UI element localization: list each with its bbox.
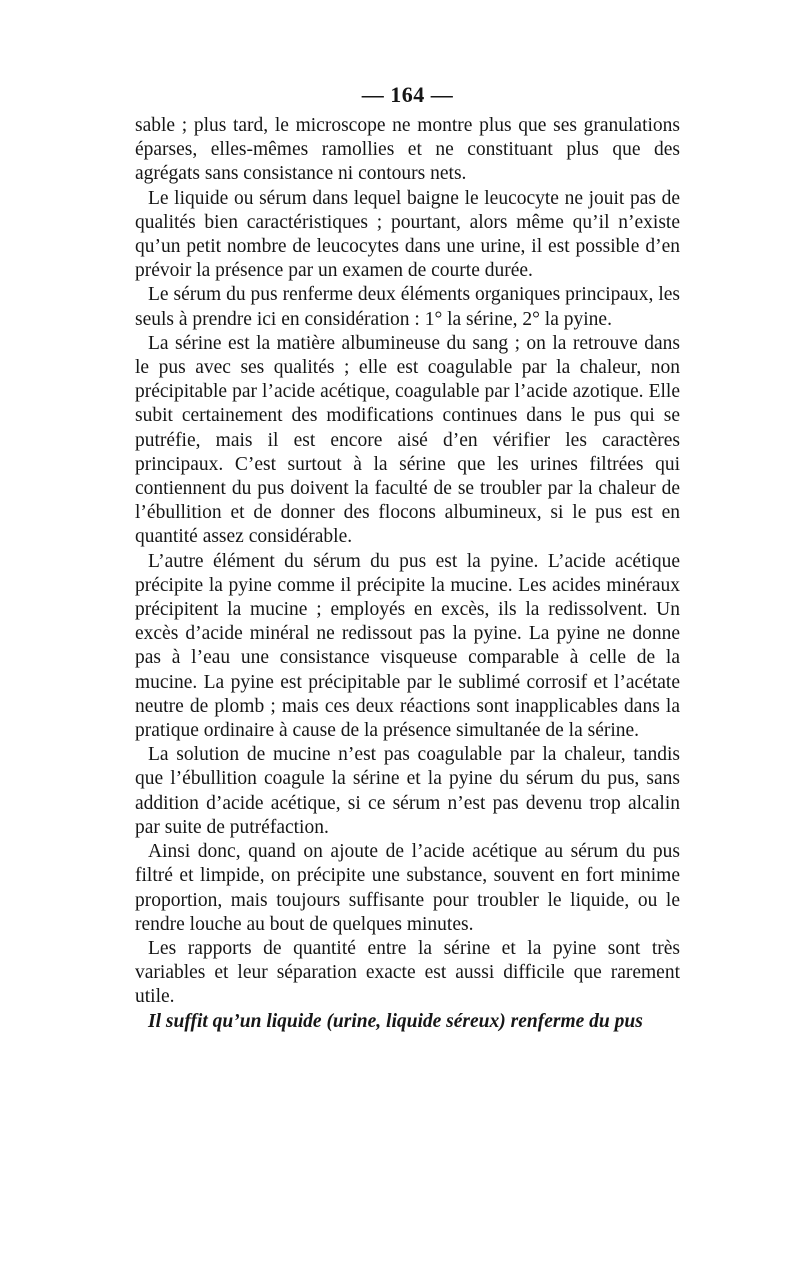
paragraph-9: Il suffit qu’un liquide (urine, liquide séreux) renferme du pus	[148, 1010, 643, 1032]
paragraph-1: sable ; plus tard, le microscope ne montre plus que ses granulations éparses, elles-mêmes ramollies et ne constituant plus que des agrégats sans consistance ni contours nets.	[135, 115, 680, 185]
paragraph-5: L’autre élément du sérum du pus est la pyine. L’acide acétique précipite la pyine comme il précipite la mucine. Les acides minéraux précipitent la mucine ; employés en excès, ils la redissolvent. Un excès d’acide minéral ne redissout pas la pyine. La pyine ne donne pas à l’eau une consistance visqueuse comparable à celle de la mucine. La pyine est précipitable par le sublimé corrosif et l’acétate neutre de plomb ; mais ces deux réactions sont inapplicables dans la pratique ordinaire à cause de la présence simultanée de la sérine.	[135, 550, 680, 742]
paragraph-6: La solution de mucine n’est pas coagulable par la chaleur, tandis que l’ébullition coagule la sérine et la pyine du sérum du pus, sans addition d’acide acétique, si ce sérum n’est pas devenu trop alcalin par suite de putréfaction.	[135, 744, 680, 838]
paragraph-4: La sérine est la matière albumineuse du sang ; on la retrouve dans le pus avec ses qualités ; elle est coagulable par la chaleur, non précipitable par l’acide acétique, coagulable par l’acide azotique. Elle subit certainement des modifications continues dans le pus qui se putréfie, mais il est encore aisé d’en vérifier les caractères principaux. C’est surtout à la sérine que les urines filtrées qui contiennent du pus doivent la faculté de se troubler par la chaleur de l’ébullition et de donner des flocons albumineux, si le pus est en quantité assez considérable.	[135, 332, 680, 548]
paragraph-7: Ainsi donc, quand on ajoute de l’acide acétique au sérum du pus filtré et limpide, on précipite une substance, souvent en fort minime proportion, mais toujours suffisante pour troubler le liquide, ou le rendre louche au bout de quelques minutes.	[135, 841, 680, 935]
paragraph-3: Le sérum du pus renferme deux éléments organiques principaux, les seuls à prendre ici en considération : 1° la sérine, 2° la pyine.	[135, 284, 680, 330]
page-number: — 164 —	[361, 82, 454, 107]
paragraph-2: Le liquide ou sérum dans lequel baigne le leucocyte ne jouit pas de qualités bien caractéristiques ; pourtant, alors même qu’il n’existe qu’un petit nombre de leucocytes dans une urine, il est possible d’en prévoir la présence par un examen de courte durée.	[135, 187, 680, 282]
paragraph-8: Les rapports de quantité entre la sérine et la pyine sont très variables et leur séparation exacte est aussi difficile que rarement utile.	[135, 937, 680, 1008]
book-page	[135, 82, 680, 1034]
